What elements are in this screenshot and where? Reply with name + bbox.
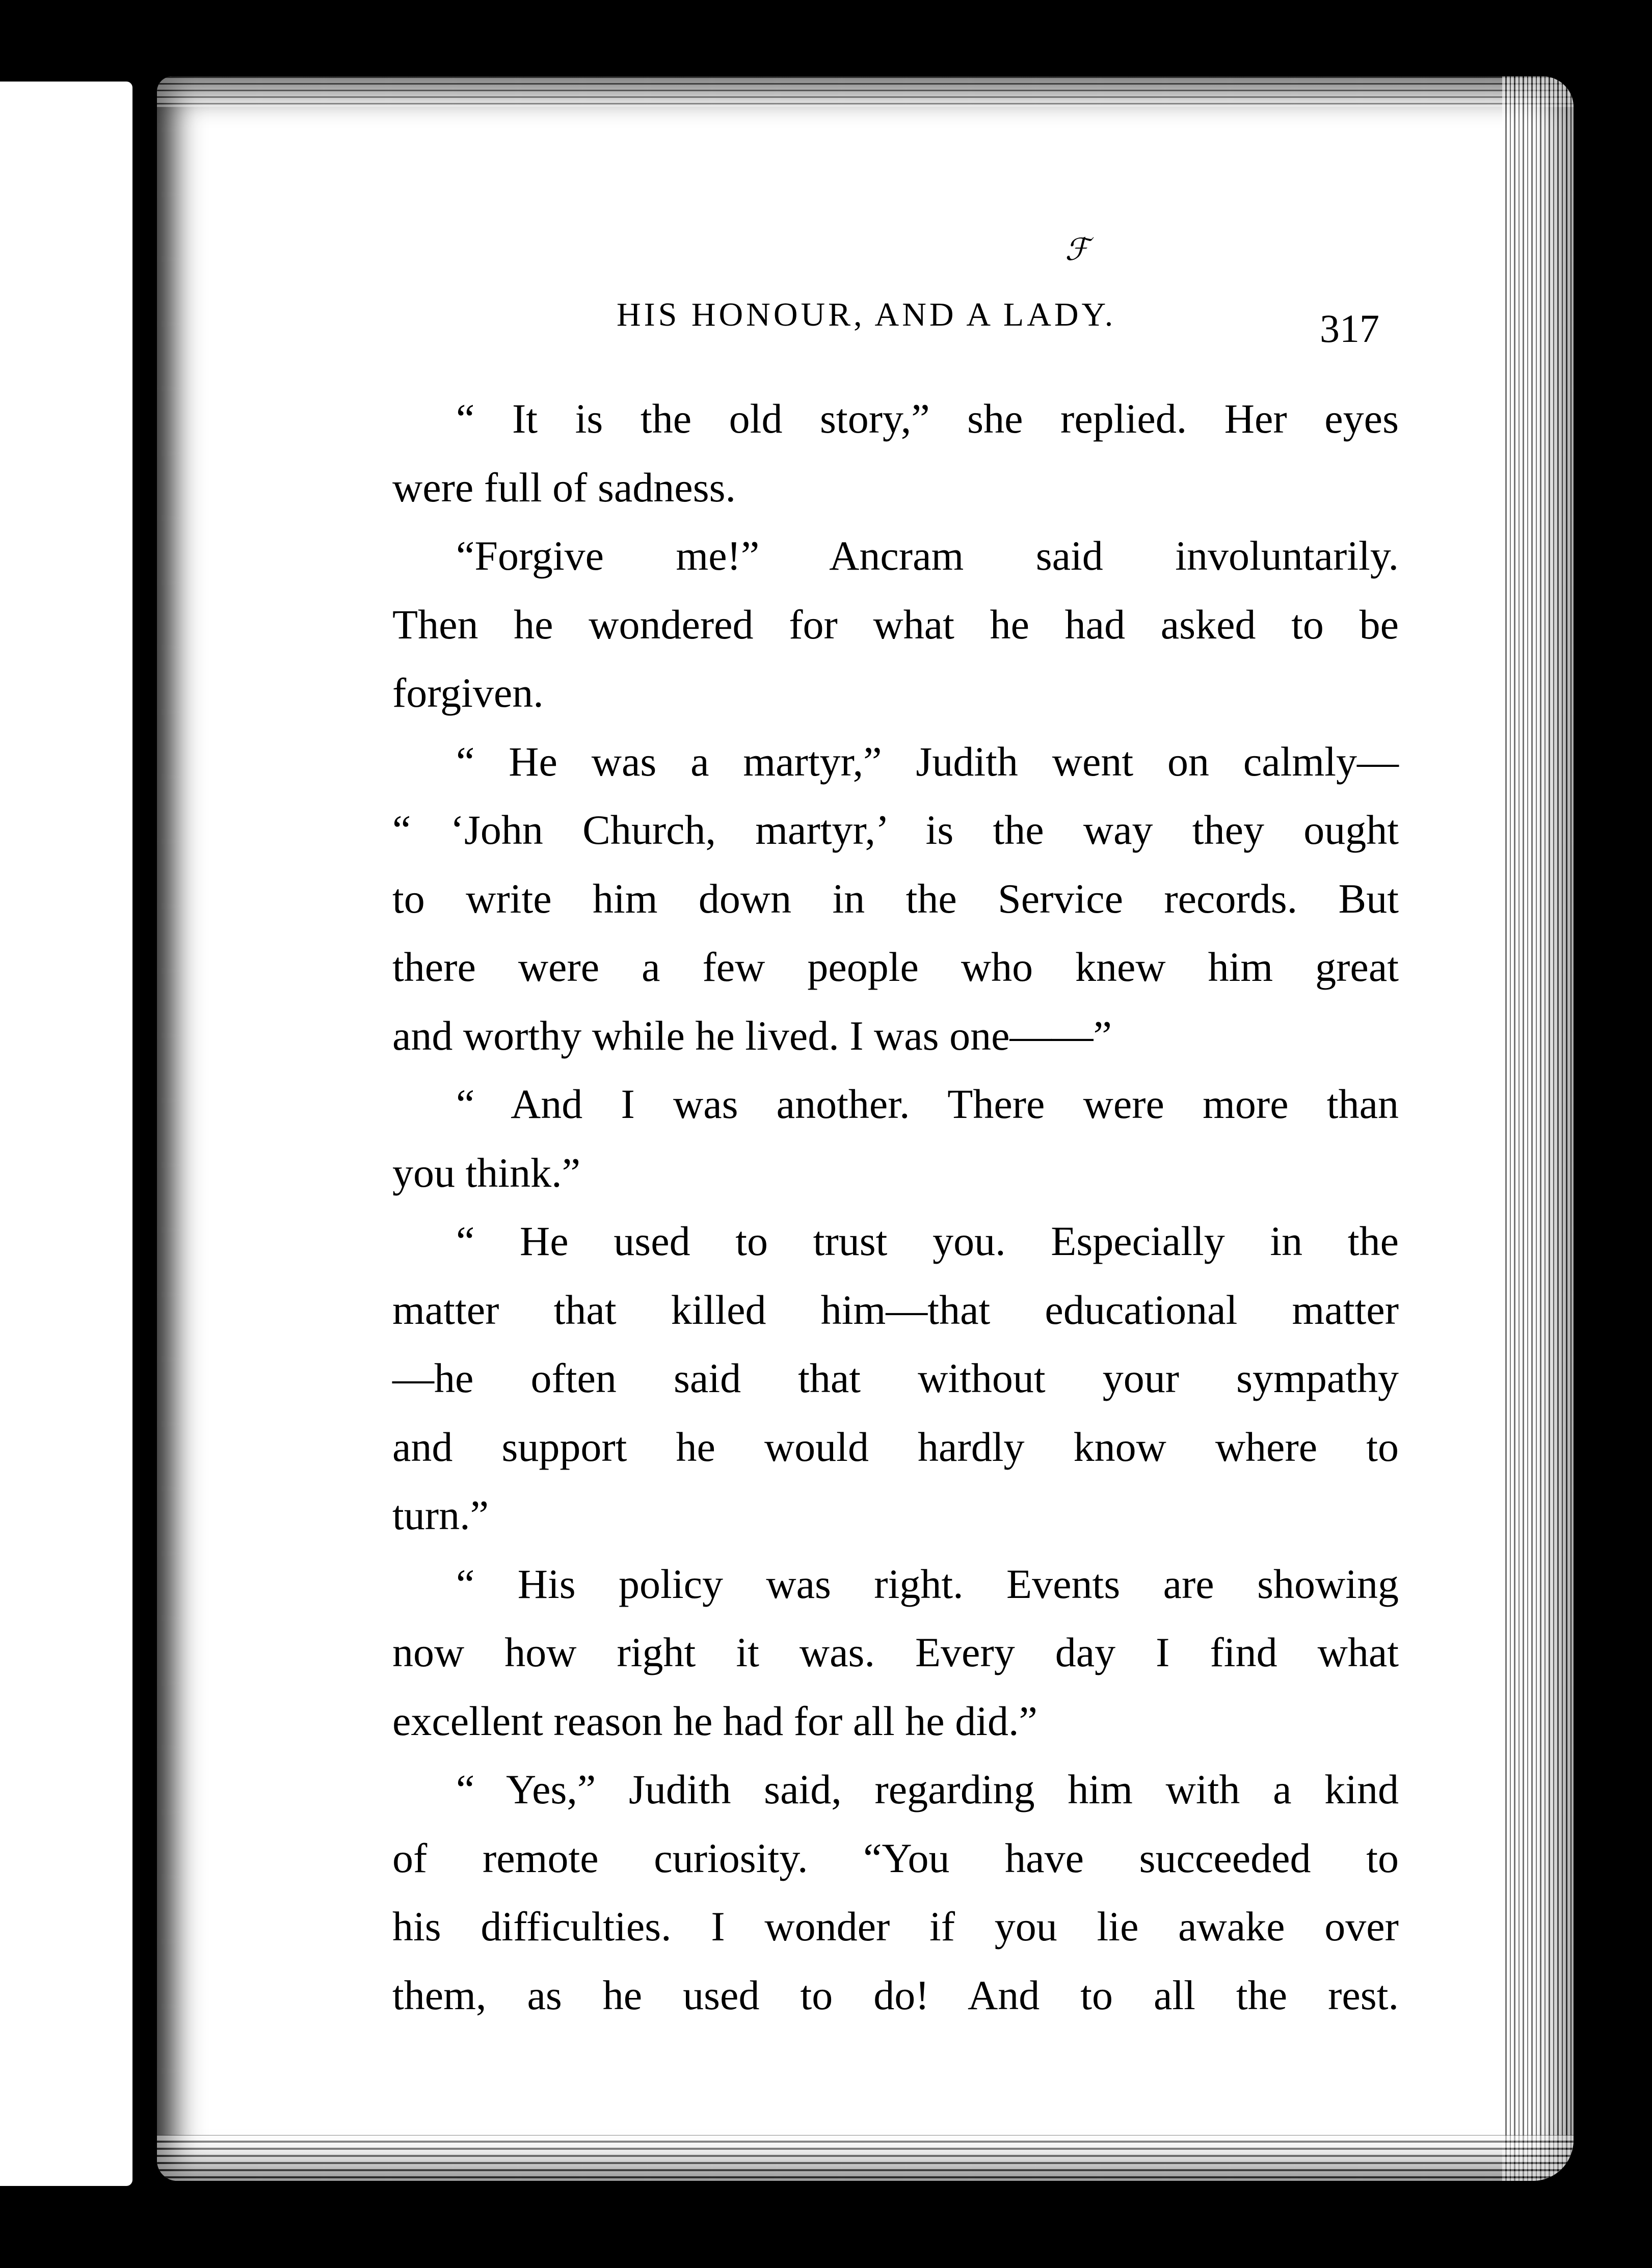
- text-line: and support he would hardly know where to: [392, 1423, 1399, 1470]
- scan-noise-right: [1502, 76, 1574, 2181]
- text-line: “ Yes,” Judith said, regarding him with a kind: [456, 1766, 1399, 1812]
- text-line: forgiven.: [392, 670, 544, 716]
- text-line: matter that killed him—that educational matter: [392, 1286, 1399, 1333]
- running-head: HIS HONOUR, AND A LADY.: [617, 296, 1116, 333]
- text-line: “ ‘John Church, martyr,’ is the way they ought: [392, 807, 1399, 853]
- scan-noise-bottom: [157, 2135, 1574, 2181]
- text-line: “ He was a martyr,” Judith went on calmly—: [456, 738, 1399, 785]
- facing-page-edge: [0, 82, 132, 2186]
- text-line: there were a few people who knew him great: [392, 944, 1399, 990]
- text-line: Then he wondered for what he had asked to be: [392, 601, 1399, 648]
- text-line: of remote curiosity. “You have succeeded to: [392, 1834, 1399, 1881]
- text-line: were full of sadness.: [392, 464, 736, 511]
- text-line: turn.”: [392, 1492, 489, 1538]
- text-line: them, as he used to do! And to all the rest.: [392, 1971, 1399, 2018]
- text-line: his difficulties. I wonder if you lie awake over: [392, 1903, 1399, 1950]
- scan-noise-top: [157, 76, 1574, 107]
- text-line: “Forgive me!” Ancram said involuntarily.: [456, 532, 1399, 579]
- text-line: you think.”: [392, 1149, 580, 1196]
- text-line: to write him down in the Service records. But: [392, 875, 1399, 922]
- text-line: “ And I was another. There were more than: [456, 1081, 1399, 1127]
- page-number: 317: [1320, 306, 1379, 351]
- book-gutter: [132, 61, 157, 2222]
- text-line: —he often said that without your sympathy: [392, 1355, 1399, 1401]
- text-line: and worthy while he lived. I was one——”: [392, 1012, 1112, 1059]
- body-text: [392, 385, 1399, 2030]
- text-line: “ He used to trust you. Especially in the: [456, 1218, 1399, 1264]
- text-line: now how right it was. Every day I find what: [392, 1629, 1399, 1675]
- text-line: excellent reason he had for all he did.”: [392, 1697, 1037, 1744]
- pencil-mark: ℱ: [1065, 233, 1089, 266]
- text-line: “ It is the old story,” she replied. Her eyes: [456, 395, 1399, 442]
- text-line: “ His policy was right. Events are showing: [456, 1560, 1399, 1607]
